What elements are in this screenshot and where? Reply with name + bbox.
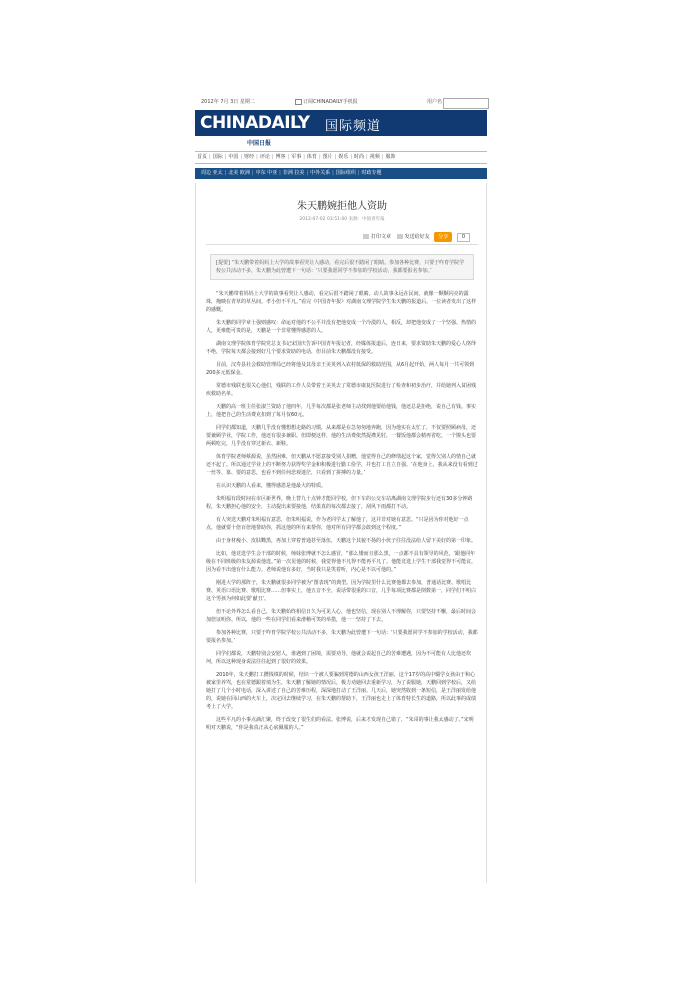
nav-separator: |	[350, 154, 353, 160]
logo-subline	[195, 136, 487, 149]
article-paragraph: 由于身材瘦小、皮肤黝黑，再加上穿着普通甚至落伍，天鹏这个其貌不扬的小伙子往往没法给人留下美好的第一印象。	[216, 538, 477, 544]
nav-separator: |	[209, 154, 211, 160]
nav-item[interactable]: 中国	[228, 154, 239, 160]
subnav-item[interactable]: 北美 欧洲	[228, 170, 250, 176]
article-paragraph: 体育学院老师蔡源说，虽然困难，但天鹏从不愿意接受别人捐赠，他觉得自己的修缮起这个家，觉得欠别人的情自己就还不起了。所以通过学业上的不断努力获得奖学金和积极进行勤工俭学，并也打工自立自强。‘在他身上，我从来没有看到过一丝等、靠、要的意思，也看不到任何悲观迷茫，只看到了拼搏的力量。’	[206, 454, 478, 476]
nav-separator: |	[381, 154, 384, 160]
nav-separator: |	[318, 154, 321, 160]
main-nav	[195, 151, 487, 164]
nav-item[interactable]: 军事	[291, 154, 302, 160]
username-label: 用户名	[427, 99, 443, 105]
subnav-item[interactable]: 周边 亚太	[201, 170, 223, 176]
subnav-separator: |	[224, 170, 227, 176]
article-paragraph: 朱明福有段时间在市区新世界，晚上替九十点钟才能回学校，但下车的公交车站离湖南文理学院步行还有30多分钟路程，朱天鹏担心他的安全，主动提出来要接他，结果真的每次都去接了，刮风下雨都打不动。	[206, 496, 473, 510]
nav-separator: |	[256, 154, 258, 160]
subnav-item[interactable]: 非洲 拉美	[282, 170, 305, 176]
subnav-item[interactable]: 时政专题	[361, 170, 382, 176]
nav-item[interactable]: 评论	[259, 154, 270, 160]
article-paragraph: 同学们都说，天鹏特别会安慰人，谁遇到了困境，需要劝导，他就会说起自己的苦难遭遇，因为不可能有人比他还坎坷，所以这种现身说法往往起到了很好的效果。	[206, 651, 472, 665]
phone-icon	[295, 99, 302, 105]
nav-separator: |	[287, 154, 290, 160]
top-bar	[195, 97, 487, 107]
article-paragraph: 有人突送天鹏对朱明福有意思，但朱明福说，作为老同学太了解他了，这并非对她有意思。“只是因为你对他好一点点，他就要十倍百倍地帮助你，抓这他的所有来帮你，他对所有同学都会敢到这个程度。”	[206, 517, 469, 531]
logo-china: CHINA	[200, 113, 258, 133]
chinadaily-logo[interactable]	[200, 113, 310, 133]
mail-icon	[397, 234, 403, 239]
article-paragraph: 刚进大学的那阵子，朱天鹏就很多同学被为“图表现”的典型。因为学院里什么比赛他都去参加，普通话比赛、歌唱比赛、英语口语比赛、歌唱比赛……但事实上，他五音不全，说话带很重的口音，几乎每项比赛都是倒数第一，同学们不明白这个男孩为何如此要‘献丑’。	[206, 580, 477, 602]
article-paragraph: 朱天鹏的同学章士强则感叹：命运对他的不公平并没有把他变成一个冷漠的人，相反，却把他变成了一个坚强、热情的人，更难能可贵的是，天鹏是一个非常懂得感恩的人。	[206, 320, 477, 334]
subnav-separator: |	[332, 170, 334, 176]
share-button[interactable]: 分享	[434, 232, 452, 242]
subnav-item[interactable]: 国际组织	[335, 170, 356, 176]
article-paragraph: 这些平凡的小事点滴汇聚，终于改变了很生们的看法。张博说，后来才发现自己错了，“朱哥的事让我太感动了。”宋明明对天鹏说，“你是我真正从心底佩服的人。”	[206, 717, 474, 731]
share-count: 0	[457, 233, 470, 242]
nav-separator: |	[224, 154, 227, 160]
article-paragraph: 参加各种比赛，只要于咋育学院学校公共活动不多，朱天鹏为此曾遭下一句话：‘只要我愿同学不参加的学校活动，我都要报名参加。’	[206, 630, 478, 644]
nav-item[interactable]: 时尚	[354, 154, 365, 160]
subscribe-label: 订阅CHINADAILY手机报	[303, 99, 358, 105]
site-banner	[195, 110, 487, 136]
article-paragraph: 湖南文理学院体育学院党总支书记宋国庆告诉中国青年报记者，经媒体报道后，连日来，要求资助朱天鹏的爱心人络绎不绝，学院每天都会接到好几个要求资助的电话，但目前朱天鹏都没有接受。	[206, 341, 477, 355]
logo-daily: DAILY	[257, 113, 310, 133]
article-paragraph: 比如，他竞选学生会干部的时候，师妹张博就不怎么感冒，“那么矮而且那么黑，一点都不具有领导的风范，‘跟他同年级在不同班级的朱友源说他选。”第一次见他的时候，我觉得他不凡得不能再平凡了。他能竞选上学生干部我觉得不可能议，因为看不出他有什么能力。老师说他有多好，当时我只是笑着听，内心是不以可他的。”	[206, 551, 477, 573]
article-paragraph: 天鹏的高一班主任张淑兰资助了他四年，几乎每次都是张老师主动找到他要给他钱，他还总是拒绝，说自己有钱。事实上，他把自己的生活费克扣到了每月仅60元。	[206, 404, 477, 418]
article-paragraph: 目前，汉寿县社会救助管理局已经将他及其母亲王美英列入农村低保的救助范围，从6月起开始，两人每月一共可领到200多元低保金。	[206, 362, 475, 376]
date-text: 2012年 7月 3日 星期二	[201, 99, 255, 105]
chinese-logo: 中国日报	[247, 140, 272, 147]
nav-separator: |	[303, 154, 305, 160]
send-link[interactable]: 发送给好友	[404, 234, 430, 240]
article-paragraph: “朱天鹏带着妈妈上大学的故事看哭让人感动，看完后很不踏闲了眼睛。动人故事永远在民间。就像一颗颗闪亮的露珠，掩映在青草的草丛间。孝小但不平凡。”看完《中国青年报》对湖南文理学院学生朱天鹏的报道后，一位读者发出了这样的感慨。	[206, 291, 477, 313]
article-summary: [提要] “朱天鹏带着妈妈上大学的故事看哭让人感动，看完后很不踏闲了眼睛。参加各种比赛，只要于咋育学院学校公共活动不多，朱天鹏为此曾遭下一句话：‘只要我愿同学不参加的学校活动，我都要报名参加。’	[210, 254, 474, 280]
subnav-separator: |	[357, 170, 360, 176]
article-body	[206, 290, 478, 732]
subnav-item[interactable]: 中东 中亚	[255, 170, 278, 176]
nav-item[interactable]: 财经	[244, 154, 255, 160]
article	[195, 183, 487, 883]
subnav-separator: |	[279, 170, 281, 176]
nav-item[interactable]: 视频	[369, 154, 380, 160]
nav-separator: |	[240, 154, 243, 160]
nav-separator: |	[366, 154, 368, 160]
print-link[interactable]: 打印文章	[370, 234, 391, 240]
article-meta: 2012-07-02 03:51:00 来源：中国青年报	[299, 217, 385, 222]
subnav-separator: |	[251, 170, 254, 176]
print-icon	[363, 234, 369, 239]
nav-item[interactable]: 图片	[322, 154, 333, 160]
nav-item[interactable]: 服饰	[385, 154, 396, 160]
article-paragraph: 但不论外界怎么看自己，朱天鹏始终相信日久为可见人心，他也坚信，现在别人不理解你，只要坚持不懈，最后时间会加倍证明你。所以，他的一些在同学们看来滑稽可笑的举措，他一一坚持了下去。	[206, 609, 477, 623]
article-title: 朱天鹏婉拒他人资助	[297, 201, 387, 212]
channel-title: 国际频道	[325, 119, 382, 134]
article-paragraph: 在认识天鹏的人看来，懂得感恩是他最大的特质。	[216, 483, 327, 489]
article-paragraph: 2010年，朱天鹏打工攒钱填的时候，结识一个被人要骗到常德的山西女孩王洋丽，这个17岁的高中辍学女孩由于和心被家里养骂，也在常德跟着填为生，朱天鹏了解她的情况后，极力劝她回去重新学习，为了说服她，天鹏回到学校后，又给她打了几个小时电话，深入讲述了自己的苦难历程，深深地打动了王洋丽。几天后，她突然收到一条短信，是王洋丽发给他的，说她在回山西的火车上，决定回去继续学习，在朱天鹏的帮助下，王洋丽也走上了体育特长生的道路，所以此事的成绩考上了大学。	[206, 672, 477, 710]
article-paragraph: 常德市残联也很关心他们，残联的工作人员带着王美英去了常德市康复医院进行了检查和初步治疗，并给她列入贫困残疾救助名单。	[206, 383, 477, 397]
article-tools	[206, 232, 478, 245]
nav-item[interactable]: 首页	[197, 154, 208, 160]
nav-separator: |	[334, 154, 337, 160]
nav-item[interactable]: 娱乐	[338, 154, 349, 160]
sub-nav	[195, 168, 487, 179]
article-paragraph: 同学们都知道，天鹏几乎没有懂想想走路的习惯，从来都是在急匆匆地奔跑，因为他实在太忙了，不仅要照顾病母，还要兼顾学业，学院工作，他还有很多兼职。但即便这样，他的生活费依然捉襟见肘，一餐饭他都会精再省吃，一个馒头也要两顿吃完，几乎没有穿过新衣、新鞋。	[206, 425, 477, 447]
nav-item[interactable]: 国际	[212, 154, 223, 160]
subnav-separator: |	[306, 170, 309, 176]
subscribe-link[interactable]	[295, 97, 358, 107]
username-input[interactable]	[443, 98, 489, 109]
nav-item[interactable]: 体育	[306, 154, 317, 160]
page	[195, 97, 487, 883]
nav-item[interactable]: 博客	[275, 154, 286, 160]
nav-separator: |	[271, 154, 274, 160]
subnav-item[interactable]: 中外关系	[310, 170, 331, 176]
